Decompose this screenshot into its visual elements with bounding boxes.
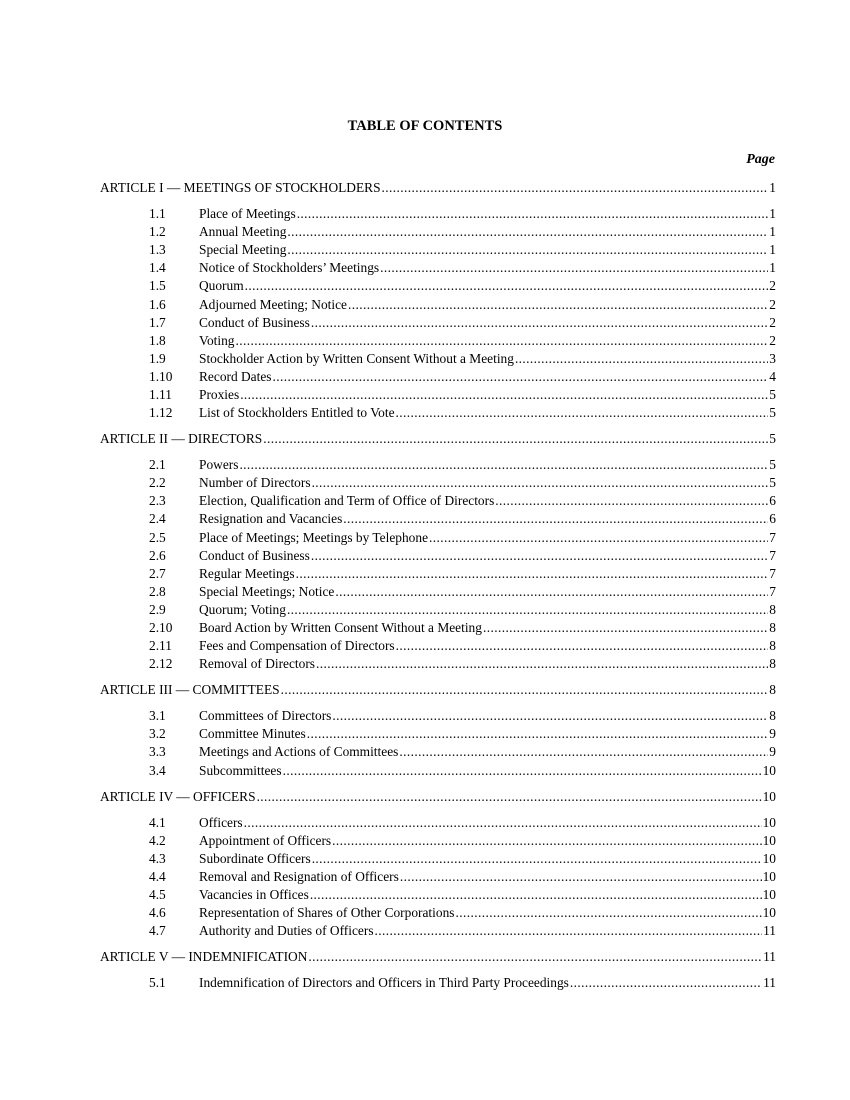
page-number: 2 [769,296,776,312]
toc-section-entry [149,332,776,350]
toc-section-entry [149,974,776,992]
dot-leader [235,332,768,350]
article-title: ARTICLE IV — OFFICERS [100,788,256,804]
toc-section-entry [149,492,776,510]
dot-leader [343,510,768,528]
section-number: 2.6 [149,547,166,563]
section-number: 2.9 [149,601,166,617]
section-number: 2.7 [149,565,166,581]
dot-leader [515,350,768,368]
section-title: Resignation and Vacancies [199,511,343,527]
toc-article-entry [100,179,776,197]
toc-section-entry [149,474,776,492]
section-number: 1.6 [149,296,166,312]
toc-section-entry [149,314,776,332]
section-number: 2.11 [149,638,172,654]
section-number: 2.12 [149,656,173,672]
dot-leader [240,386,768,404]
section-number: 2.3 [149,493,166,509]
page-number: 4 [769,368,776,384]
page-number: 5 [769,387,776,402]
section-title: Regular Meetings [199,565,295,581]
toc-article-entry [100,430,776,448]
section-number: 1.7 [149,314,166,330]
section-title: Voting [199,332,235,348]
section-number: 1.2 [149,224,166,240]
section-number: 1.4 [149,260,166,276]
section-title: Authority and Duties of Officers [199,923,374,939]
dot-leader [287,241,768,259]
section-number: 2.8 [149,583,166,599]
section-title: Record Dates [199,368,272,384]
section-title: Indemnification of Directors and Officers in Third Party Proceedings [199,975,569,991]
section-number: 1.3 [149,242,166,258]
section-number: 4.4 [149,868,166,884]
toc-section-entry [149,205,776,223]
section-title: Removal of Directors [199,656,316,672]
section-number: 1.11 [149,387,172,402]
toc-section-entry [149,922,776,940]
dot-leader [283,762,762,780]
dot-leader [316,655,768,673]
page-number: 7 [769,529,776,545]
page-number: 8 [769,708,776,724]
page-number: 3 [769,350,776,366]
section-number: 1.1 [149,206,166,221]
dot-leader [257,788,762,806]
section-title: Election, Qualification and Term of Office of Directors [199,493,495,509]
dot-leader [455,904,761,922]
article-title: ARTICLE V — INDEMNIFICATION [100,949,308,965]
page-number: 6 [769,511,776,527]
dot-leader [495,492,768,510]
section-title: Removal and Resignation of Officers [199,868,399,884]
page-number: 7 [769,565,776,581]
dot-leader [307,725,769,743]
page-number: 10 [762,832,776,848]
page-number: 2 [769,332,776,348]
section-number: 2.2 [149,475,166,491]
page-number: 9 [769,744,776,760]
section-number: 1.10 [149,368,173,384]
toc-section-entry [149,583,776,601]
toc-section-entry [149,655,776,673]
section-number: 4.6 [149,905,166,920]
section-title: Special Meetings; Notice [199,583,335,599]
toc-section-entry [149,904,776,922]
toc-section-entry [149,259,776,277]
page-number: 9 [769,726,776,742]
section-number: 2.4 [149,511,166,527]
dot-leader [348,296,768,314]
section-number: 1.12 [149,405,173,421]
page-number: 7 [769,547,776,563]
section-number: 3.1 [149,708,166,724]
section-number: 1.9 [149,350,166,366]
page-number: 2 [769,278,776,294]
dot-leader [375,922,763,940]
page-number: 10 [762,886,776,902]
toc-section-entry [149,762,776,780]
section-title: Board Action by Written Consent Without a Meeting [199,620,482,635]
toc-section-entry [149,368,776,386]
section-title: Fees and Compensation of Directors [199,638,395,654]
section-title: Number of Directors [199,475,311,491]
section-title: Notice of Stockholders’ Meetings [199,260,380,276]
toc-section-entry [149,565,776,583]
page-number: 10 [762,788,776,804]
section-title: Adjourned Meeting; Notice [199,296,348,312]
toc-section-entry [149,547,776,565]
dot-leader [396,637,769,655]
section-number: 3.2 [149,726,166,742]
dot-leader [570,974,762,992]
page-number: 10 [762,905,776,920]
dot-leader [287,601,768,619]
dot-leader [296,565,769,583]
dot-leader [429,529,768,547]
dot-leader [287,223,768,241]
page-number: 1 [769,180,776,195]
section-number: 1.5 [149,278,166,294]
dot-leader [311,314,768,332]
article-title: ARTICLE II — DIRECTORS [100,431,263,447]
article-title: ARTICLE III — COMMITTEES [100,682,280,698]
toc-section-entry [149,868,776,886]
section-number: 4.7 [149,923,166,939]
section-number: 2.1 [149,457,166,473]
toc-section-entry [149,386,776,404]
section-number: 4.1 [149,814,166,830]
section-title: Proxies [199,387,240,402]
page-number: 5 [769,431,776,447]
dot-leader [273,368,769,386]
page-number: 5 [769,405,776,421]
toc-section-entry [149,223,776,241]
page-number: 2 [769,314,776,330]
page-number: 8 [769,620,776,635]
toc-article-entry [100,948,776,966]
toc-section-entry [149,529,776,547]
toc-section-entry [149,404,776,422]
section-title: Appointment of Officers [199,832,332,848]
page-number: 1 [769,242,776,258]
section-title: Subordinate Officers [199,850,311,866]
toc-article-entry [100,681,776,699]
section-number: 2.5 [149,529,166,545]
section-number: 4.5 [149,886,166,902]
page-number: 11 [763,975,776,991]
section-title: Quorum [199,278,244,294]
toc-section-entry [149,850,776,868]
page-number: 1 [769,260,776,276]
page-number: 10 [762,868,776,884]
section-title: Representation of Shares of Other Corporations [199,905,455,920]
document-title: TABLE OF CONTENTS [347,118,503,134]
dot-leader [244,814,762,832]
dot-leader [245,277,769,295]
toc-section-entry [149,510,776,528]
dot-leader [308,948,762,966]
section-number: 4.2 [149,832,166,848]
toc-section-entry [149,832,776,850]
dot-leader [332,832,761,850]
toc-section-entry [149,350,776,368]
section-title: Committee Minutes [199,726,306,742]
page-number: 1 [769,224,776,240]
section-title: Quorum; Voting [199,601,286,617]
dot-leader [312,850,762,868]
section-title: Special Meeting [199,242,287,258]
dot-leader [382,179,769,197]
toc-section-entry [149,277,776,295]
page-number: 10 [762,850,776,866]
section-title: Annual Meeting [199,224,287,240]
dot-leader [281,681,769,699]
section-title: Place of Meetings; Meetings by Telephone [199,529,429,545]
section-number: 4.3 [149,850,166,866]
page-number: 5 [769,475,776,491]
toc-section-entry [149,241,776,259]
page-number: 5 [769,457,776,473]
section-title: Powers [199,457,239,473]
dot-leader [239,456,768,474]
dot-leader [380,259,768,277]
dot-leader [396,404,769,422]
dot-leader [310,886,762,904]
section-title: Vacancies in Offices [199,886,309,902]
section-number: 2.10 [149,620,173,635]
dot-leader [399,743,768,761]
section-title: List of Stockholders Entitled to Vote [199,405,395,421]
section-title: Stockholder Action by Written Consent Without a Meeting [199,350,514,366]
page-number: 10 [762,762,776,778]
dot-leader [263,430,768,448]
section-number: 3.3 [149,744,166,760]
dot-leader [400,868,762,886]
toc-section-entry [149,814,776,832]
section-title: Committees of Directors [199,708,332,724]
toc-section-entry [149,601,776,619]
toc-section-entry [149,619,776,637]
page-number: 1 [769,206,776,221]
page-number: 11 [763,923,776,939]
article-title: ARTICLE I — MEETINGS OF STOCKHOLDERS [100,180,381,195]
toc-section-entry [149,886,776,904]
section-title: Subcommittees [199,762,282,778]
page-number: 11 [763,949,776,965]
section-title: Conduct of Business [199,314,310,330]
page-number: 7 [769,583,776,599]
dot-leader [332,707,768,725]
toc-section-entry [149,456,776,474]
toc-section-entry [149,725,776,743]
toc-section-entry [149,743,776,761]
page-number: 8 [769,601,776,617]
section-number: 3.4 [149,762,166,778]
page-number: 8 [769,682,776,698]
page-number: 6 [769,493,776,509]
section-number: 5.1 [149,975,166,991]
dot-leader [297,205,769,223]
section-title: Meetings and Actions of Committees [199,744,399,760]
page-number: 8 [769,656,776,672]
dot-leader [335,583,768,601]
dot-leader [483,619,768,637]
page-number: 8 [769,638,776,654]
toc-section-entry [149,637,776,655]
page-column-header: Page [746,152,775,167]
section-title: Officers [199,814,243,830]
toc-section-entry [149,296,776,314]
toc-article-entry [100,788,776,806]
dot-leader [312,474,769,492]
section-title: Conduct of Business [199,547,310,563]
page-number: 10 [762,814,776,830]
section-number: 1.8 [149,332,166,348]
section-title: Place of Meetings [199,206,296,221]
dot-leader [311,547,768,565]
toc-section-entry [149,707,776,725]
